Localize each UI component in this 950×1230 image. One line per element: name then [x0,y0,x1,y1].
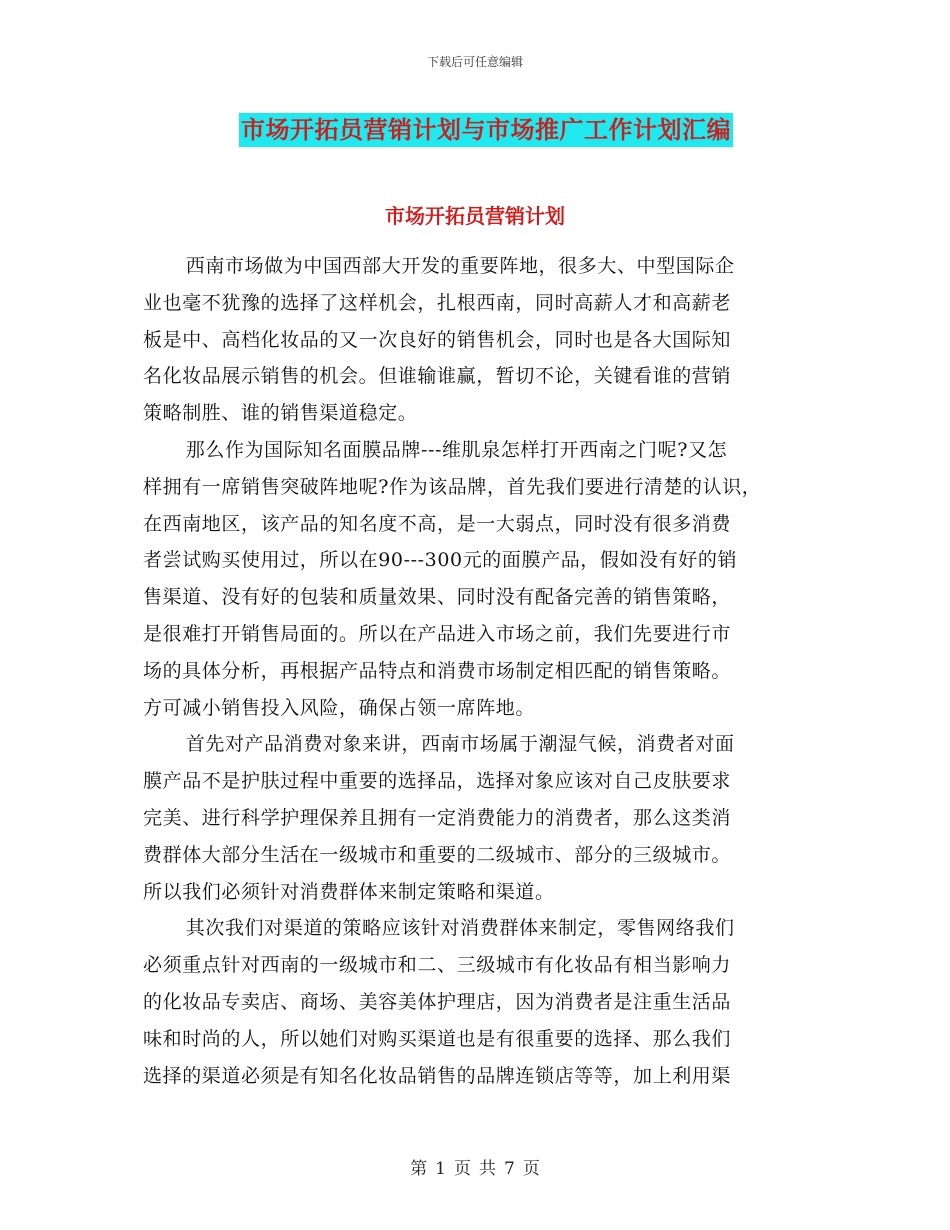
page-footer [0,1154,950,1179]
text-line: 者尝试购买使用过，所以在90---300元的面膜产品，假如没有好的销 [143,549,738,572]
paragraph [143,432,807,726]
text-line: 在西南地区，该产品的知名度不高，是一大弱点，同时没有很多消费 [143,512,732,535]
text-line: 方可减小销售投入风险，确保占领一席阵地。 [143,696,536,719]
text-line: 样拥有一席销售突破阵地呢?作为该品牌，首先我们要进行清楚的认识， [143,475,762,498]
header-note: 下载后可任意编辑 [426,55,523,69]
text-line: 西南市场做为中国西部大开发的重要阵地，很多大、中型国际企 [185,255,735,277]
text-line: 是很难打开销售局面的。所以在产品进入市场之前，我们先要进行市 [143,622,732,645]
text-line: 售渠道、没有好的包装和质量效果、同时没有配备完善的销售策略， [143,586,732,609]
text-line: 必须重点针对西南的一级城市和二、三级城市有化妆品有相当影响力 [143,954,732,977]
footer-total-pages: 7 [504,1159,515,1179]
text-line: 首先对产品消费对象来讲，西南市场属于潮湿气候，消费者对面 [185,733,735,756]
main-title-container [0,113,950,147]
text-line: 那么作为国际知名面膜品牌---维肌泉怎样打开西南之门呢?又怎 [185,438,728,461]
main-title: 市场开拓员营销计划与市场推广工作计划汇编 [239,113,733,147]
paragraph [143,248,807,432]
section-title: 市场开拓员营销计划 [385,204,565,228]
text-line: 的化妆品专卖店、商场、美容美体护理店，因为消费者是注重生活品 [143,990,732,1013]
text-line: 其次我们对渠道的策略应该针对消费群体来制定，零售网络我们 [185,917,735,940]
text-line: 选择的渠道必须是有知名化妆品销售的品牌连锁店等等，加上利用渠 [143,1064,732,1087]
text-line: 场的具体分析，再根据产品特点和消费市场制定相匹配的销售策略。 [143,659,732,682]
footer-total-word: 共 [479,1159,496,1179]
text-line: 板是中、高档化妆品的又一次良好的销售机会，同时也是各大国际知 [143,328,732,351]
text-line: 味和时尚的人，所以她们对购买渠道也是有很重要的选择、那么我们 [143,1027,732,1050]
text-line: 完美、进行科学护理保养且拥有一定消费能力的消费者，那么这类消 [143,806,732,829]
text-line: 所以我们必须针对消费群体来制定策略和渠道。 [143,880,555,903]
text-line: 名化妆品展示销售的机会。但谁输谁赢，暂切不论，关键看谁的营销 [143,365,732,388]
text-line: 费群体大部分生活在一级城市和重要的二级城市、部分的三级城市。 [143,843,732,866]
footer-prefix: 第 [410,1159,428,1179]
text-line: 策略制胜、谁的销售渠道稳定。 [143,402,418,425]
document-body [143,248,807,1094]
paragraph [143,726,807,910]
footer-suffix: 页 [522,1159,540,1179]
footer-page-number: 1 [435,1159,446,1179]
footer-page-word: 页 [454,1159,471,1179]
text-line: 业也毫不犹豫的选择了这样机会，扎根西南，同时高薪人才和高薪老 [143,291,732,314]
text-line: 膜产品不是护肤过程中重要的选择品，选择对象应该对自己皮肤要求 [143,770,732,793]
paragraph [143,910,807,1094]
